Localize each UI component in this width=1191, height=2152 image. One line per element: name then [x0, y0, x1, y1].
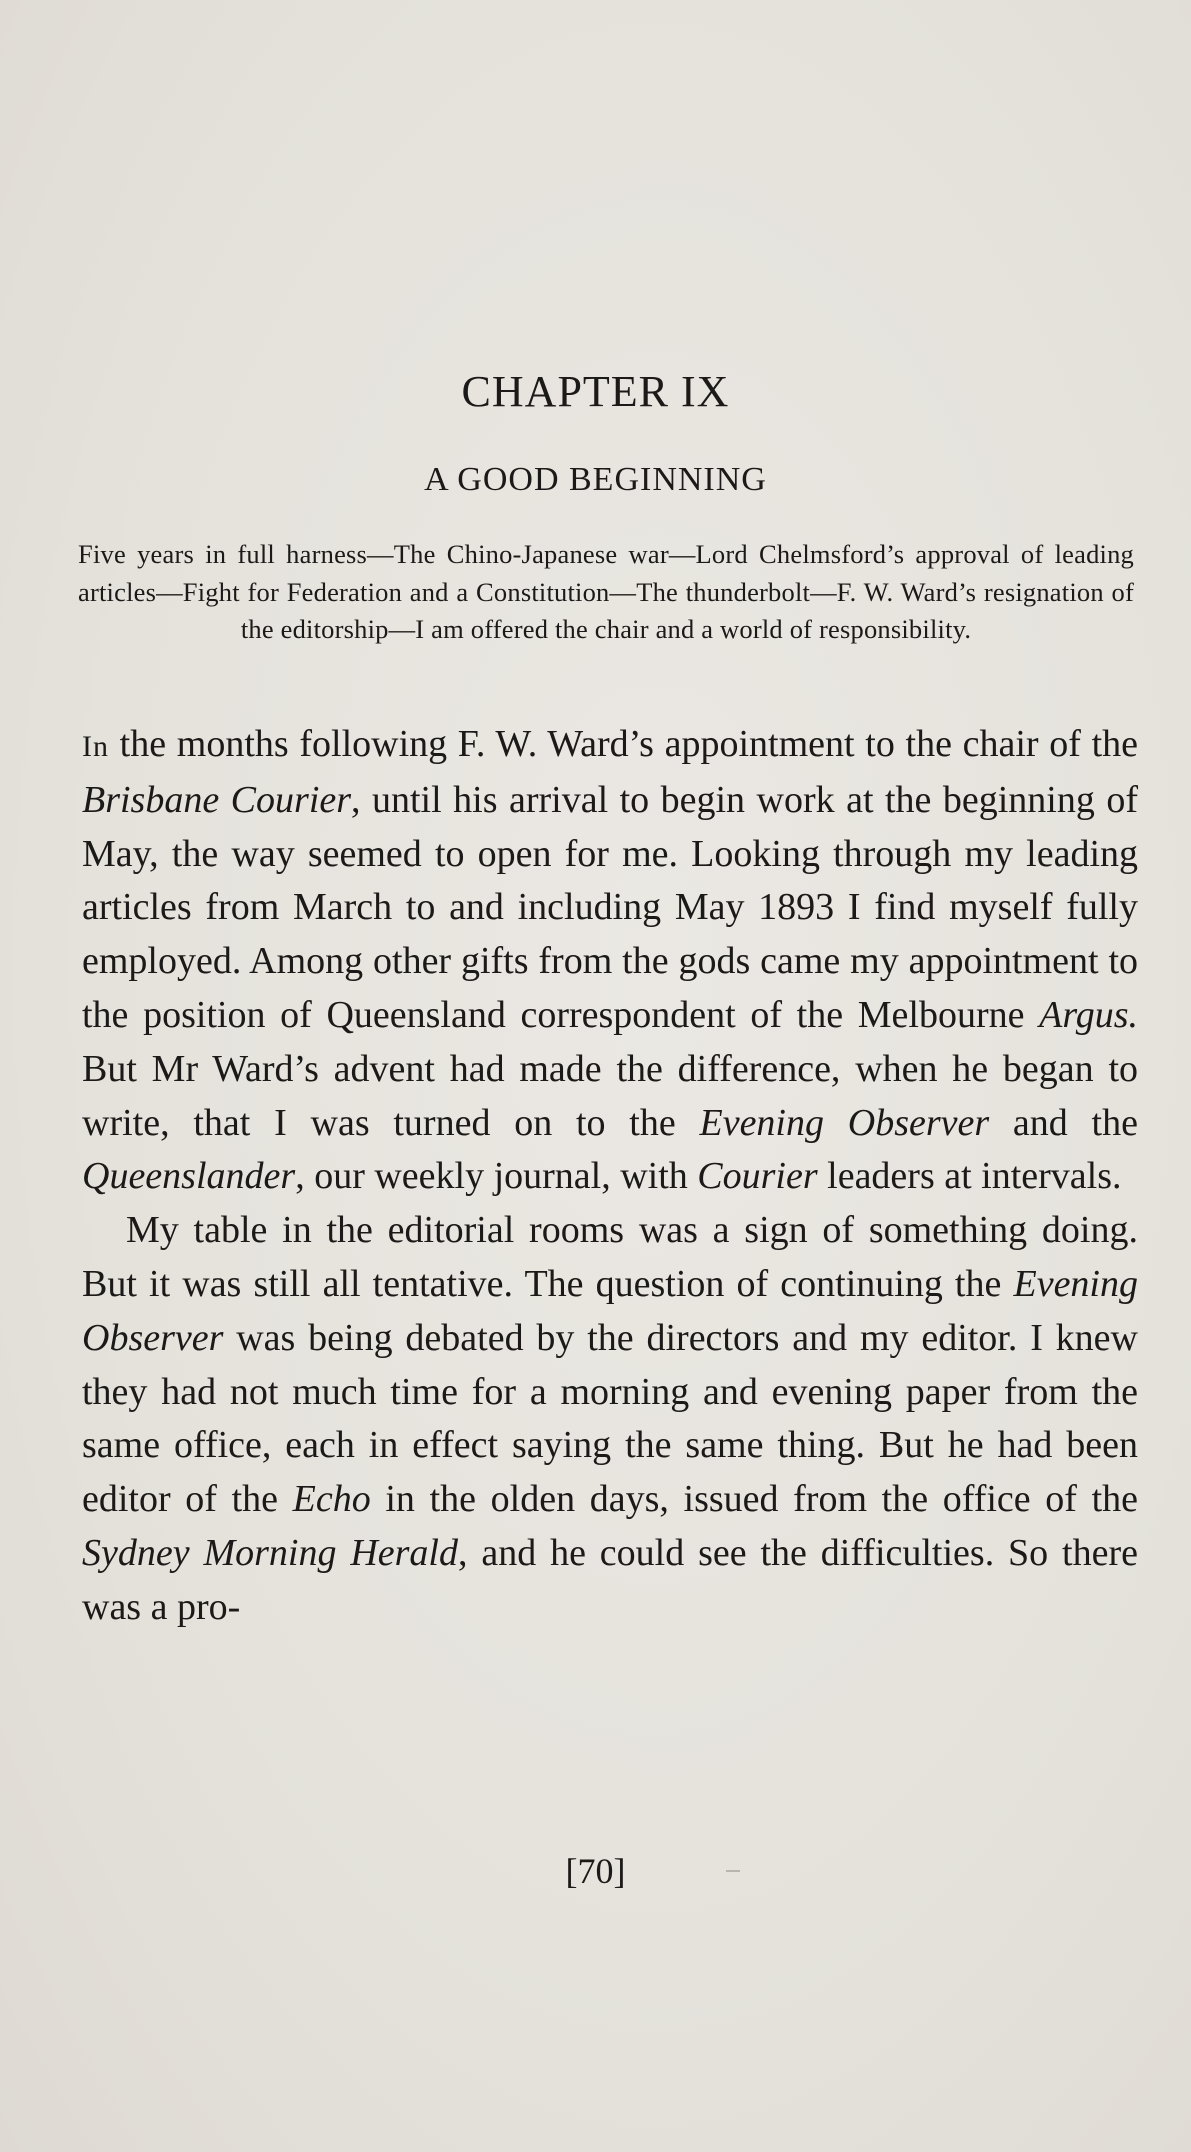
lead-in-smallcaps: In	[82, 730, 109, 763]
text-run: , our weekly journal, with	[295, 1155, 698, 1198]
italic-title: Sydney Morning Herald	[82, 1531, 458, 1574]
italic-title: Argus.	[1039, 993, 1138, 1036]
italic-title: Evening Observer	[699, 1101, 990, 1144]
text-run: the months following F. W. Ward’s appointment to the chair of the	[109, 723, 1138, 765]
italic-title: Queenslander	[82, 1155, 296, 1198]
text-run: , until his arrival to begin work at the beginning of May, the way seemed to open for me. Looking through my leading articles from March to and including May 1893 I find myself fully employed. Among other gifts from the gods came my appointment to the position of Queensland correspondent of the Melbourne	[82, 778, 1138, 1036]
italic-title: Courier	[697, 1155, 818, 1198]
text-run: , and he could see the difficulties. So there was a pro-	[82, 1531, 1138, 1628]
text-run: My table in the editorial rooms was a sign of something doing. But it was still all tentative. The question of continuing the	[82, 1209, 1138, 1305]
italic-title: Evening Observer	[82, 1262, 1138, 1359]
paragraph-1	[82, 718, 1138, 1204]
chapter-number: CHAPTER IX	[461, 367, 730, 416]
page-number: [70]	[565, 1851, 626, 1891]
chapter-title: A GOOD BEGINNING	[424, 461, 767, 498]
text-run: in the olden days, issued from the office of the	[370, 1478, 1139, 1521]
italic-title: Brisbane Courier	[82, 778, 352, 821]
text-run: But Mr Ward’s advent had made the difference, when he began to write, that I was turned on to the	[82, 1047, 1138, 1144]
body-text	[82, 718, 1138, 1635]
text-run: leaders at intervals.	[817, 1155, 1122, 1198]
italic-title: Echo	[292, 1478, 371, 1521]
text-run: was being debated by the directors and my editor. I knew they had not much time for a morning and evening paper from the same office, each in effect saying the same thing. But he had been editor of the	[82, 1316, 1138, 1521]
text-run: and the	[989, 1101, 1138, 1144]
paragraph-2	[82, 1204, 1138, 1634]
chapter-synopsis: Five years in full harness—The Chino-Japanese war—Lord Chelmsford’s approval of leading articles—Fight for Federation and a Constitution—The thunderbolt—F. W. Ward’s resignation of the editorship—I am offered the chair and a world of responsibility.	[78, 539, 1134, 644]
stray-mark	[726, 1870, 740, 1872]
